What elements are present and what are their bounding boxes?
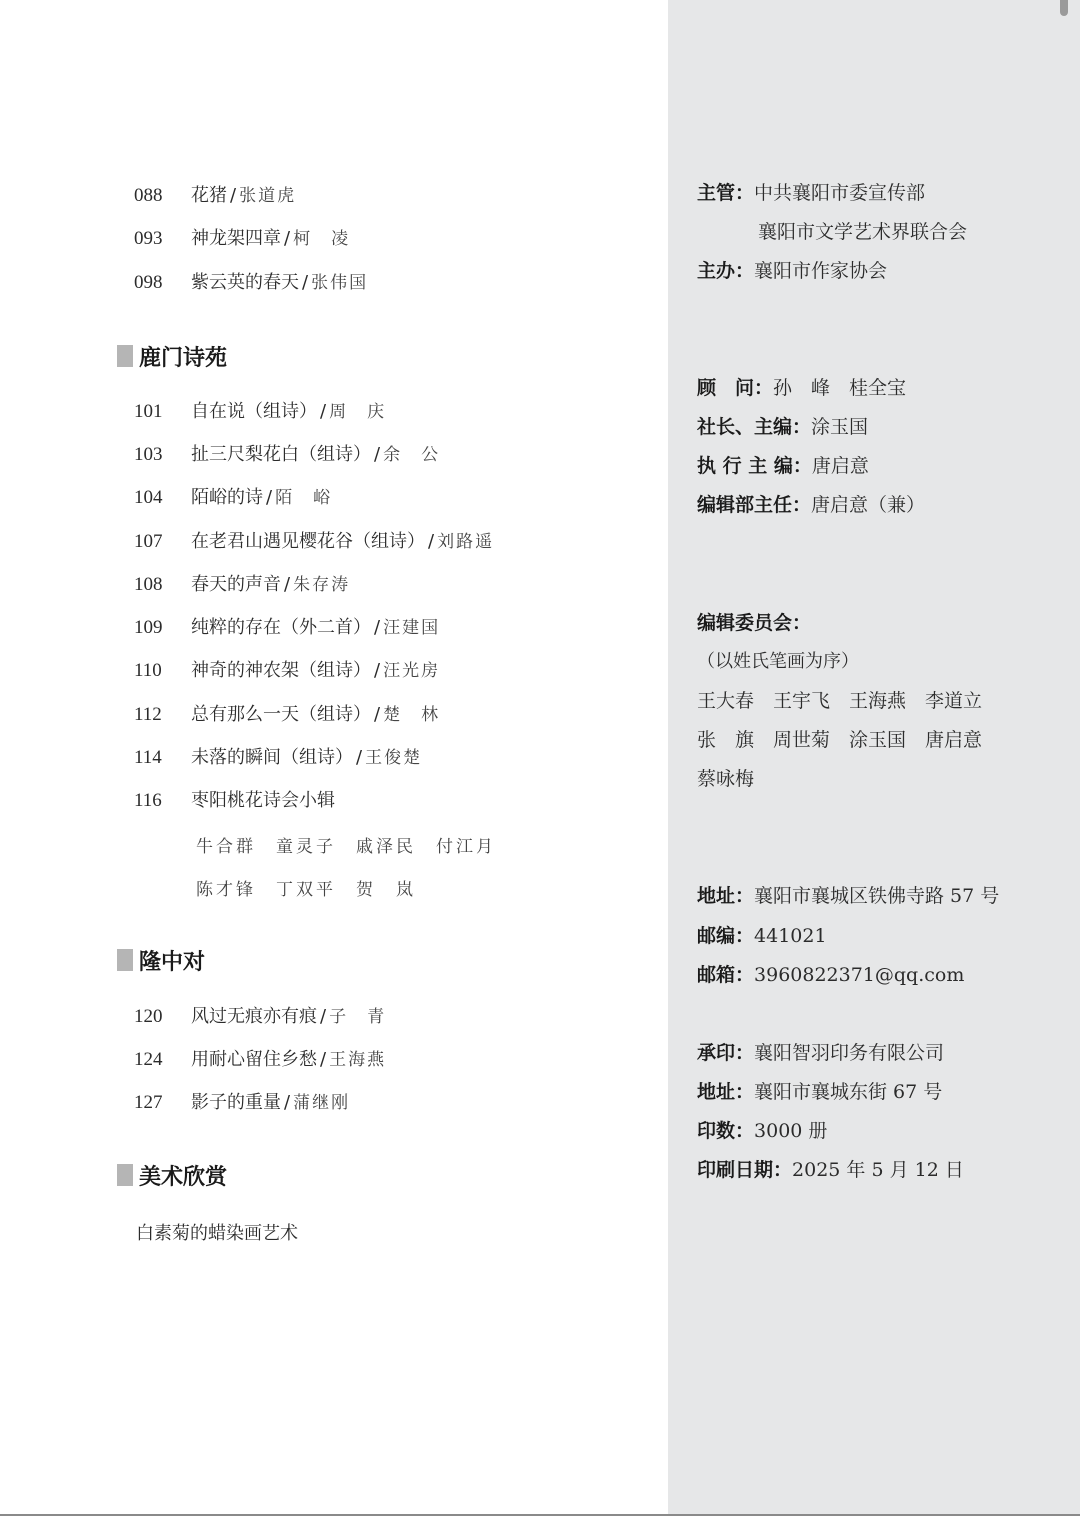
info-advisor bbox=[697, 376, 906, 400]
info-label: 印刷日期： bbox=[697, 1159, 793, 1181]
separator: / bbox=[302, 272, 309, 293]
info-label: 顾 问： bbox=[697, 377, 774, 399]
toc-entry[interactable] bbox=[134, 572, 350, 597]
info-value: 襄阳市襄城区铁佛寺路 57 号 bbox=[754, 885, 1000, 907]
committee-members: 蔡咏梅 bbox=[697, 768, 755, 790]
page-number: 107 bbox=[134, 531, 163, 552]
page-number: 114 bbox=[134, 747, 162, 768]
info-label: 执 行 主 编： bbox=[697, 455, 812, 477]
toc-entry[interactable] bbox=[134, 658, 440, 683]
entry-author: 柯 凌 bbox=[293, 229, 351, 249]
scrollbar-thumb[interactable] bbox=[1060, 0, 1068, 16]
info-printer-address bbox=[697, 1080, 942, 1104]
entry-title: 自在说（组诗） bbox=[191, 401, 317, 422]
page-number: 103 bbox=[134, 444, 163, 465]
toc-entry[interactable] bbox=[134, 270, 368, 295]
toc-entry[interactable] bbox=[134, 1004, 386, 1029]
committee-members: 王大春 王宇飞 王海燕 李道立 bbox=[697, 690, 983, 712]
info-email bbox=[697, 963, 964, 987]
separator: / bbox=[320, 1049, 327, 1070]
section-title: 美术欣赏 bbox=[139, 1163, 228, 1190]
entry-title: 纯粹的存在（外二首） bbox=[191, 617, 371, 638]
info-value: 襄阳市作家协会 bbox=[754, 260, 888, 282]
info-label: 印数： bbox=[697, 1120, 755, 1142]
toc-entry[interactable] bbox=[134, 183, 296, 208]
entry-title: 神龙架四章 bbox=[191, 228, 281, 249]
separator: / bbox=[428, 531, 435, 552]
section-title: 鹿门诗苑 bbox=[139, 344, 228, 371]
page-number: 108 bbox=[134, 574, 163, 595]
info-printer bbox=[697, 1041, 944, 1065]
info-label: 编辑委员会： bbox=[697, 612, 812, 634]
separator: / bbox=[284, 228, 291, 249]
entry-author: 王俊楚 bbox=[365, 748, 423, 768]
committee-note: （以姓氏笔画为序） bbox=[697, 651, 859, 672]
toc-entry[interactable] bbox=[134, 745, 422, 770]
entry-author: 余 公 bbox=[383, 445, 441, 465]
separator: / bbox=[374, 617, 381, 638]
entry-title: 紫云英的春天 bbox=[191, 272, 299, 293]
page-number: 116 bbox=[134, 790, 162, 811]
contributor-names: 陈才锋 丁双平 贺 岚 bbox=[196, 880, 416, 900]
separator: / bbox=[356, 747, 363, 768]
section-marker bbox=[117, 1164, 133, 1186]
entry-title: 花猪 bbox=[191, 185, 227, 206]
info-value: 涂玉国 bbox=[811, 416, 869, 438]
separator: / bbox=[374, 444, 381, 465]
entry-title: 未落的瞬间（组诗） bbox=[191, 747, 353, 768]
entry-author: 周 庆 bbox=[329, 402, 387, 422]
toc-entry[interactable] bbox=[134, 1047, 386, 1072]
separator: / bbox=[284, 1092, 291, 1113]
info-director bbox=[697, 415, 868, 439]
info-label: 地址： bbox=[697, 1081, 755, 1103]
info-label: 承印： bbox=[697, 1042, 755, 1064]
entry-author: 陌 峪 bbox=[275, 488, 333, 508]
section-heading bbox=[117, 1161, 227, 1189]
separator: / bbox=[230, 185, 237, 206]
page-number: 127 bbox=[134, 1092, 163, 1113]
page-number: 109 bbox=[134, 617, 163, 638]
entry-title: 用耐心留住乡愁 bbox=[191, 1049, 317, 1070]
info-dept-head bbox=[697, 493, 925, 517]
entry-author: 王海燕 bbox=[329, 1050, 387, 1070]
section-heading bbox=[117, 946, 205, 974]
toc-entry[interactable] bbox=[134, 615, 440, 640]
toc-entry[interactable] bbox=[134, 529, 494, 554]
section-marker bbox=[117, 345, 133, 367]
info-address bbox=[697, 884, 999, 908]
separator: / bbox=[374, 660, 381, 681]
toc-entry[interactable] bbox=[134, 226, 350, 251]
info-value: 2025 年 5 月 12 日 bbox=[792, 1159, 964, 1181]
info-organizer bbox=[697, 259, 887, 283]
info-sponsor bbox=[697, 181, 925, 205]
info-print-date bbox=[697, 1158, 964, 1182]
info-value: 中共襄阳市委宣传部 bbox=[754, 182, 926, 204]
entry-title: 神奇的神农架（组诗） bbox=[191, 660, 371, 681]
page-number: 120 bbox=[134, 1006, 163, 1027]
entry-title: 陌峪的诗 bbox=[191, 487, 263, 508]
entry-author: 汪光房 bbox=[383, 661, 441, 681]
section-heading bbox=[117, 342, 227, 370]
info-label: 社长、主编： bbox=[697, 416, 812, 438]
info-label: 主管： bbox=[697, 182, 755, 204]
entry-author: 楚 林 bbox=[383, 705, 441, 725]
entry-author: 蒲继刚 bbox=[293, 1093, 351, 1113]
page-number: 112 bbox=[134, 704, 162, 725]
contributor-names: 牛合群 童灵子 戚泽民 付江月 bbox=[196, 837, 496, 857]
toc-entry[interactable] bbox=[134, 1090, 350, 1115]
entry-title: 在老君山遇见樱花谷（组诗） bbox=[191, 531, 425, 552]
entry-title: 总有那么一天（组诗） bbox=[191, 704, 371, 725]
page-number: 093 bbox=[134, 228, 163, 249]
toc-entry[interactable] bbox=[134, 485, 332, 510]
entry-title: 影子的重量 bbox=[191, 1092, 281, 1113]
info-value: 3000 册 bbox=[754, 1120, 828, 1142]
info-value[interactable]: 3960822371@qq.com bbox=[754, 964, 965, 986]
section-marker bbox=[117, 949, 133, 971]
info-exec-editor bbox=[697, 454, 869, 478]
entry-title: 风过无痕亦有痕 bbox=[191, 1006, 317, 1027]
entry-author: 刘路遥 bbox=[437, 532, 495, 552]
info-value: 441021 bbox=[754, 925, 827, 947]
info-committee bbox=[697, 611, 811, 635]
entry-author: 张道虎 bbox=[239, 186, 297, 206]
info-label: 邮箱： bbox=[697, 964, 755, 986]
entry-title: 扯三尺梨花白（组诗） bbox=[191, 444, 371, 465]
info-print-count bbox=[697, 1119, 827, 1143]
separator: / bbox=[320, 401, 327, 422]
entry-author: 张伟国 bbox=[311, 273, 369, 293]
info-value: 唐启意（兼） bbox=[811, 494, 926, 516]
page-number: 088 bbox=[134, 185, 163, 206]
entry-author: 汪建国 bbox=[383, 618, 441, 638]
section-title: 隆中对 bbox=[139, 948, 206, 975]
separator: / bbox=[374, 704, 381, 725]
toc-entry[interactable] bbox=[134, 442, 440, 467]
toc-entry[interactable] bbox=[134, 702, 440, 727]
separator: / bbox=[284, 574, 291, 595]
info-sponsor-line2: 襄阳市文学艺术界联合会 bbox=[758, 221, 968, 243]
committee-members: 张 旗 周世菊 涂玉国 唐启意 bbox=[697, 729, 983, 751]
entry-title: 枣阳桃花诗会小辑 bbox=[191, 790, 335, 811]
page-number: 110 bbox=[134, 660, 162, 681]
toc-entry[interactable] bbox=[134, 399, 386, 424]
entry-author: 子 青 bbox=[329, 1007, 387, 1027]
entry-title: 春天的声音 bbox=[191, 574, 281, 595]
info-label: 主办： bbox=[697, 260, 755, 282]
info-value: 襄阳市襄城东街 67 号 bbox=[754, 1081, 943, 1103]
info-label: 邮编： bbox=[697, 925, 755, 947]
separator: / bbox=[266, 487, 273, 508]
info-label: 编辑部主任： bbox=[697, 494, 812, 516]
page-number: 101 bbox=[134, 401, 163, 422]
entry-author: 朱存涛 bbox=[293, 575, 351, 595]
info-postcode bbox=[697, 924, 827, 948]
page-number: 104 bbox=[134, 487, 163, 508]
info-value: 唐启意 bbox=[811, 455, 869, 477]
info-label: 地址： bbox=[697, 885, 755, 907]
toc-entry[interactable]: 白素菊的蜡染画艺术 bbox=[136, 1223, 298, 1244]
page-number: 124 bbox=[134, 1049, 163, 1070]
info-value: 襄阳智羽印务有限公司 bbox=[754, 1042, 945, 1064]
info-value: 孙 峰 桂全宝 bbox=[773, 377, 907, 399]
toc-entry[interactable] bbox=[134, 788, 335, 813]
separator: / bbox=[320, 1006, 327, 1027]
page-number: 098 bbox=[134, 272, 163, 293]
